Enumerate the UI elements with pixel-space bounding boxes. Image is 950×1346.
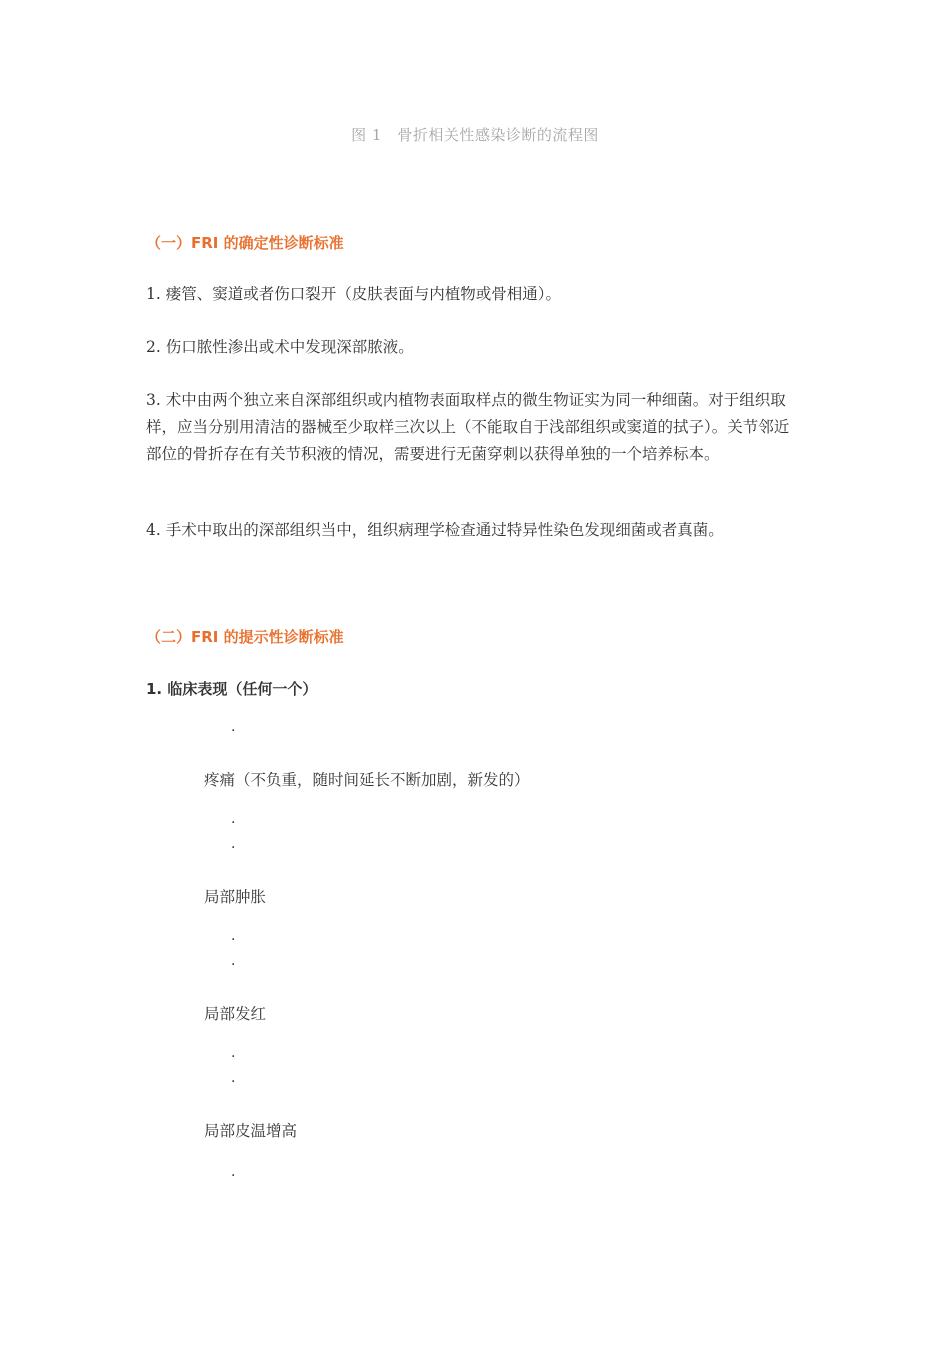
criterion-4: 4. 手术中取出的深部组织当中，组织病理学检查通过特异性染色发现细菌或者真菌。 — [146, 521, 724, 539]
clinical-sign-redness: 局部发红 — [204, 1005, 267, 1023]
bullet-marker: · — [231, 1049, 236, 1065]
clinical-sign-pain: 疼痛（不负重，随时间延长不断加剧，新发的） — [204, 771, 530, 789]
criterion-1: 1. 瘘管、窦道或者伤口裂开（皮肤表面与内植物或骨相通）。 — [146, 285, 561, 303]
criterion-3: 3. 术中由两个独立来自深部组织或内植物表面取样点的微生物证实为同一种细菌。对于组织取样，应当分别用清洁的器械至少取样三次以上（不能取自于浅部组织或窦道的拭子）。关节邻近部位的骨折存在有关节积液的情况，需要进行无菌穿刺以获得单独的一个培养标本。 — [146, 391, 790, 463]
bullet-marker: · — [231, 957, 236, 973]
bullet-marker: · — [231, 932, 236, 948]
clinical-sign-warmth: 局部皮温增高 — [204, 1122, 298, 1140]
section-heading-suggestive: （二）FRI 的提示性诊断标准 — [146, 628, 344, 646]
bullet-marker: · — [231, 1074, 236, 1090]
clinical-sign-swelling: 局部肿胀 — [204, 888, 267, 906]
criterion-2: 2. 伤口脓性渗出或术中发现深部脓液。 — [146, 338, 414, 356]
bullet-marker: · — [231, 815, 236, 831]
figure-caption: 图 1 骨折相关性感染诊断的流程图 — [351, 126, 599, 144]
bullet-marker: · — [231, 840, 236, 856]
section-heading-definitive: （一）FRI 的确定性诊断标准 — [146, 234, 344, 252]
bullet-marker: · — [231, 723, 236, 739]
bullet-marker: · — [231, 1168, 236, 1184]
clinical-signs-heading: 1. 临床表现（任何一个） — [146, 680, 318, 698]
